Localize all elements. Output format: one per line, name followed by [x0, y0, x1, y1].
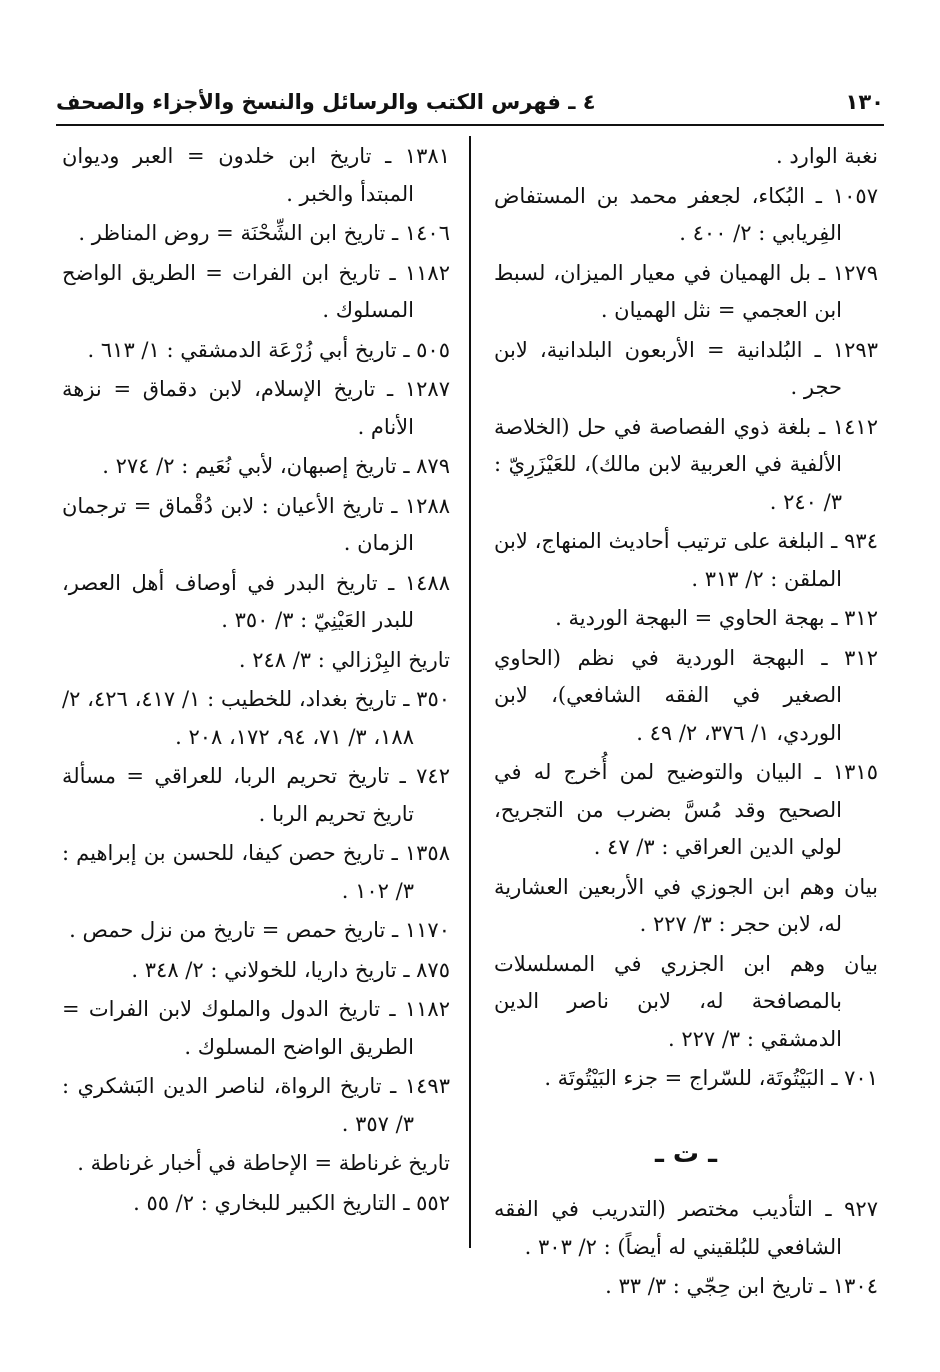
- right-column: [494, 138, 878, 1308]
- index-entry: تاريخ البِرْزالي : ٣/ ٢٤٨ .: [238, 647, 450, 672]
- index-entry: ٣١٢ ـ بهجة الحاوي = البهجة الوردية .: [555, 606, 878, 630]
- index-entry: ١٢٨٧ ـ تاريخ الإسلام، لابن دقماق = نزهة الأنام .: [62, 377, 450, 439]
- index-entry: ٨٧٩ ـ تاريخ إصبهان، لأبي نُعَيم : ٢/ ٢٧٤ .: [102, 454, 450, 478]
- index-entry: ٩٣٤ ـ البلغة على ترتيب أحاديث المنهاج، لابن الملقن : ٢/ ٣١٣ .: [494, 529, 878, 591]
- index-entry: ١١٧٠ ـ تاريخ حمص = تاريخ من نزل حمص .: [69, 918, 450, 942]
- index-entry: ١٢٩٣ ـ البُلدانية = الأربعون البلدانية، لابن حجر .: [494, 337, 878, 399]
- header-rule: [56, 124, 884, 126]
- index-entry: ١٣٠٤ ـ تاريخ ابن حِجّي : ٣/ ٣٣ .: [605, 1274, 878, 1298]
- index-entry: ٥٠٥ ـ تاريخ أبي زُرْعَة الدمشقي : ١/ ٦١٣ .: [87, 337, 450, 362]
- running-title: ٤ ـ فهرس الكتب والرسائل والنسخ والأجزاء والصحف: [56, 90, 596, 114]
- index-entry: ٩٢٧ ـ التأديب مختصر (التدريب في الفقه الشافعي للبُلقيني له أيضاً) : ٢/ ٣٠٣ .: [494, 1197, 878, 1259]
- section-heading: ـ ت ـ: [654, 1138, 717, 1169]
- index-entry: ٥٥٢ ـ التاريخ الكبير للبخاري : ٢/ ٥٥ .: [133, 1190, 450, 1215]
- left-column: [62, 138, 450, 1224]
- index-entry: ١٢٧٩ ـ بل الهميان في معيار الميزان، لسبط ابن العجمي = نثل الهميان .: [494, 260, 878, 322]
- page-number: ١٣٠: [845, 90, 884, 114]
- index-entry: ١٣٨١ ـ تاريخ ابن خلدون = العبر وديوان المبتدأ والخبر .: [62, 144, 450, 206]
- page-header: [56, 80, 884, 124]
- index-entry: ٧٤٢ ـ تاريخ تحريم الربا، للعراقي = مسألة تاريخ تحريم الربا .: [62, 764, 450, 826]
- index-entry: ١٣١٥ ـ البيان والتوضيح لمن أُخرج له في الصحيح وقد مُسَّ بضرب من التجريح، لولي الدين العراقي : ٣/ ٤٧ .: [494, 760, 878, 859]
- index-entry: بيان وهم ابن الجزري في المسلسلات بالمصافحة له، لابن ناصر الدين الدمشقي : ٣/ ٢٢٧ .: [494, 951, 878, 1051]
- index-entry: ١١٨٢ ـ تاريخ ابن الفرات = الطريق الواضح المسلوك .: [62, 260, 450, 322]
- index-entry: تاريخ غرناطة = الإحاطة في أخبار غرناطة .: [77, 1151, 450, 1175]
- index-entry: ١١٨٢ ـ تاريخ الدول والملوك لابن الفرات = الطريق الواضح المسلوك .: [62, 997, 450, 1059]
- index-entry: ١٤٠٦ ـ تاريخ ابن الشِّحْنَة = روض المناظر .: [78, 221, 450, 245]
- index-entry: ٧٠١ ـ البَيْتُوتَة، للسّراج = جزء البَيْتُوتَة .: [544, 1066, 878, 1090]
- index-entry: ٨٧٥ ـ تاريخ داريا، للخولاني : ٢/ ٣٤٨ .: [131, 957, 450, 982]
- index-entry: نغبة الوارد .: [775, 144, 878, 168]
- column-divider: [469, 136, 471, 1248]
- index-entry: ١٤٩٣ ـ تاريخ الرواة، لناصر الدين البَشكري : ٣/ ٣٥٧ .: [62, 1074, 450, 1136]
- index-entry: ١٠٥٧ ـ البُكاء، لجعفر محمد بن المستفاض الفِريابي : ٢/ ٤٠٠ .: [494, 183, 878, 245]
- index-entry: ١٣٥٨ ـ تاريخ حصن كيفا، للحسن بن إبراهيم : ٣/ ١٠٢ .: [62, 841, 450, 903]
- index-entry: بيان وهم ابن الجوزي في الأربعين العشارية له، لابن حجر : ٣/ ٢٢٧ .: [494, 874, 878, 936]
- index-entry: ٣١٢ ـ البهجة الوردية في نظم (الحاوي الصغير في الفقه الشافعي)، لابن الوردي، ١/ ٣٧٦، ٢/ ٤٩ .: [494, 645, 878, 745]
- index-entry: ٣٥٠ ـ تاريخ بغداد، للخطيب : ١/ ٤١٧، ٤٢٦، ٢/ ١٨٨، ٣/ ٧١، ٩٤، ١٧٢، ٢٠٨ .: [62, 687, 451, 749]
- index-entry: ١٢٨٨ ـ تاريخ الأعيان : لابن دُقْماق = ترجمان الزمان .: [62, 493, 450, 555]
- index-entry: ١٤٨٨ ـ تاريخ البدر في أوصاف أهل العصر، للبدر العَيْنِيّ : ٣/ ٣٥٠ .: [62, 570, 450, 632]
- index-entry: ١٤١٢ ـ بلغة ذوي الفصاصة في حل (الخلاصة الألفية في العربية لابن مالك)، للعَيْزَرِيّ : ٣/ ٢٤٠ .: [494, 414, 878, 514]
